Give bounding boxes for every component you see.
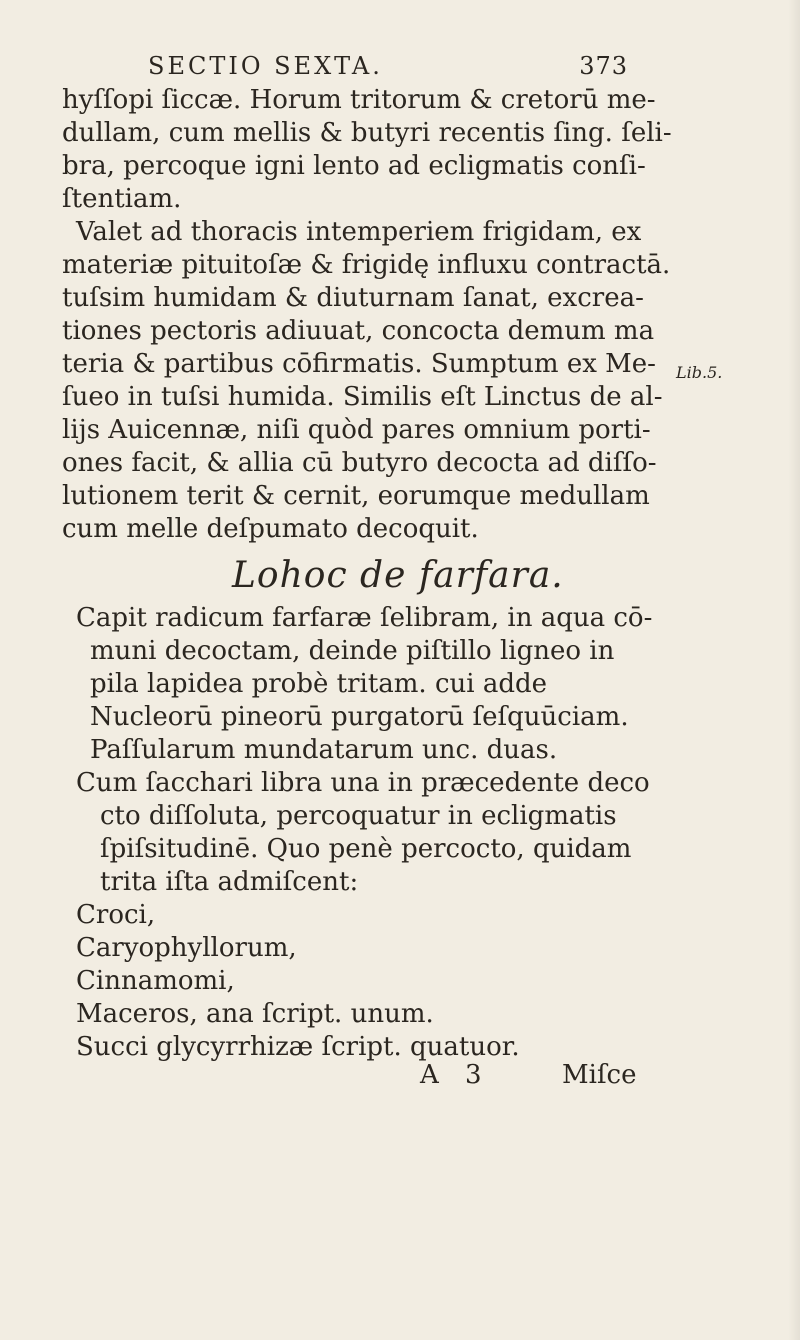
signature-number: 3 (465, 1060, 482, 1090)
recipe-line: cto diſſoluta, percoquatur in ecligmatis (100, 801, 617, 831)
recipe-line: Cinnamomi, (76, 966, 235, 996)
recipe-line: Paſſularum mundatarum unc. duas. (90, 735, 558, 765)
marginal-note: Lib.5. (676, 363, 723, 382)
text-line: ones facit, & allia cū butyro decocta ad diſſo‑ (62, 448, 657, 478)
text-body (62, 84, 672, 1064)
text-line: hyſſopi ſiccæ. Horum tritorum & cretorū me‑ (62, 85, 656, 115)
recipe-line: pila lapidea probè tritam. cui adde (90, 669, 548, 699)
text-line: cum melle deſpumato decoquit. (62, 514, 479, 544)
text-line: dullam, cum mellis & butyri recentis ſing. ſeli‑ (62, 118, 672, 148)
recipe-line: Capit radicum farfaræ ſelibram, in aqua cō‑ (76, 603, 653, 633)
page-number: 373 (579, 52, 628, 80)
recipe-line: Croci, (76, 900, 156, 930)
catchword: Miſce (562, 1060, 637, 1090)
text-line: materiæ pituitoſæ & frigidę influxu contractā. (62, 250, 671, 280)
text-line: ſtentiam. (62, 184, 182, 214)
recipe-line: Nucleorū pineorū purgatorū ſeſquūciam. (90, 702, 629, 732)
text-line: bra, percoque igni lento ad ecligmatis conſi‑ (62, 151, 646, 181)
recipe-line: Caryophyllorum, (76, 933, 297, 963)
recipe-line: ſpiſsitudinē. Quo penè percocto, quidam (100, 834, 632, 864)
running-header (148, 52, 628, 86)
recipe-heading: Lohoc de farfara. (232, 555, 564, 596)
text-line: ſueo in tuſsi humida. Similis eſt Linctus de al‑ (62, 382, 663, 412)
section-title: SECTIO SEXTA. (148, 52, 383, 80)
recipe-line: Maceros, ana ſcript. unum. (76, 999, 434, 1029)
catchline (420, 1060, 640, 1094)
text-line: Valet ad thoracis intemperiem frigidam, ex (76, 217, 642, 247)
signature-mark: A (420, 1060, 439, 1090)
page-edge-shadow (788, 0, 800, 1340)
recipe-line: trita iſta admiſcent: (100, 867, 359, 897)
text-line: teria & partibus cōfirmatis. Sumptum ex Me‑ (62, 349, 656, 379)
recipe-line: Cum ſacchari libra una in præcedente deco (76, 768, 650, 798)
text-line: tuſsim humidam & diuturnam ſanat, excrea‑ (62, 283, 644, 313)
text-line: lijs Auicennæ, niſi quòd pares omnium porti‑ (62, 415, 651, 445)
text-line: tiones pectoris adiuuat, concocta demum ma (62, 316, 655, 346)
recipe-line: muni decoctam, deinde piſtillo ligneo in (90, 636, 615, 666)
recipe-line: Succi glycyrrhizæ ſcript. quatuor. (76, 1032, 520, 1062)
text-line: lutionem terit & cernit, eorumque medullam (62, 481, 650, 511)
